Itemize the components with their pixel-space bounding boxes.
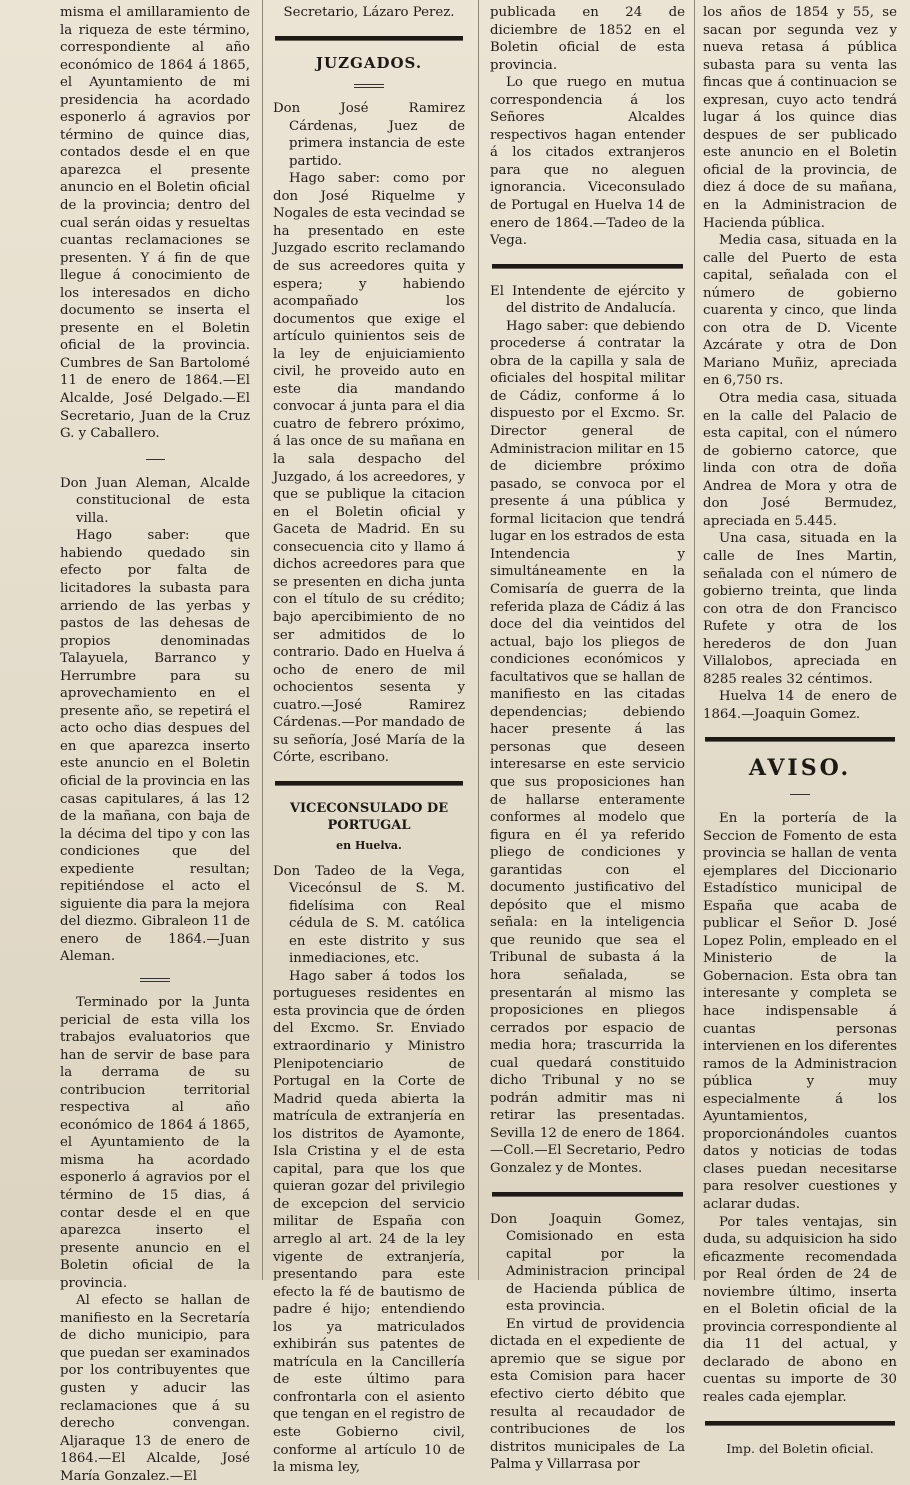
notice-cumbres: misma el amillaramiento de la riqueza de este término, correspondiente al año económico de 1864 á 1865, el Ayuntamiento de mi presidencia ha acordado esponerlo á agravios por término de quince dias, contados desde el en que aparezca el presente anuncio en el Boletin oficial de la provincia; dentro del cual serán oidas y resueltas cuantas reclamaciones se presenten. Y á fin de que llegue á conocimiento de los interesados en dicho documento se inserta el presente en el Boletin oficial de la provincia. Cumbres de San Bartolomé 11 de enero de 1864.—El Alcalde, José Delgado.—El Secretario, Juan de la Cruz G. y Caballero. [60,5,250,442]
section-rule [492,264,683,269]
section-rule [275,781,463,786]
separator [273,82,465,90]
viceconsulado-body: Hago saber á todos los portugueses residentes en esta provincia que de órden del Excmo. Sr. Enviado extraordinario y Ministro Plenipotenciario de Portugal en la Corte de Madrid queda abierta la matrícula de extranjería en los distritos de Ayamonte, Isla Cristina y el de esta capital, para que los que quieran gozar del privilegio de excepcion del servicio militar de España con arreglo al art. 24 de la ley vigente de extranjería, presentando para este efecto la fé de bautismo de padre é hijo; entendiendo los ya matriculados exhibirán sus patentes de matrícula en la Cancillería de este último para confrontarla con el asiento que tengan en el registro de este Gobierno civil, conforme al artículo 10 de la misma ley, [273,968,465,1476]
finca-puerto: Media casa, situada en la calle del Puerto de esta capital, señalada con el número de gobierno cuarenta y cinco, que linda con otra de D. Vicente Azcárate y otra de Don Mariano Muñiz, apreciada en 6,750 rs. [703,233,897,389]
finca-ines-martin: Una casa, situada en la calle de Ines Martin, señalada con el número de gobierno treinta, que linda con otra de don Francisco Rufete y otra de los herederos de don Juan Villalobos, apreciada en 8285 reales 32 céntimos. [703,531,897,687]
notice-aleman-body: Hago saber: que habiendo quedado sin efecto por falta de licitadores la subasta para arriendo de las yerbas y pastos de las dehesas de propios denominadas Talayuela, Barranco y Herrumbre para su aprovechamiento en el presente año, se repetirá el acto ocho dias despues del en que aparezca inserto este anuncio en el Boletin oficial de la provincia en las casas capitulares, á las 12 de la mañana, con baja de la décima del tipo y con las condiciones que del expediente resultan; repitiéndose el acto el siguiente dia para la mejora del diezmo. Gibraleon 11 de enero de 1864.—Juan Aleman. [60,528,250,965]
intendente-body: Hago saber: que debiendo procederse á contratar la obra de la capilla y sala de oficiales del hospital militar de Cádiz, conforme á lo dispuesto por el Excmo. Sr. Director general de Administracion militar en 15 de diciembre próximo pasado, se convoca por el presente á una pública y formal licitacion que tendrá lugar en los estrados de esta Intendencia y simultáneamente en la Comisaría de guerra de la referida plaza de Cádiz á las doce del dia veintidos del actual, bajo los pliegos de condiciones económicos y facultativos que se hallan de manifiesto en las citadas dependencias; debiendo hacer presente á las personas que deseen interesarse en este servicio que sus proposiciones han de hallarse enteramente conformes al modelo que figura en él ya referido pliego de condiciones y garantidas con el documento justificativo del depósito que el mismo señala: en la inteligencia que reunido que sea el Tribunal de subasta á la hora señalada, se presentarán al mismo las proposiciones en pliegos cerrados por espacio de media hora; trascurrida la cual quedará constituido dicho Tribunal y no se podrán admitir mas ni retirar las presentadas. Sevilla 12 de enero de 1864.—Coll.—El Secretario, Pedro Gonzalez y de Montes. [490,318,685,1176]
juzgados-body: Hago saber: como por don José Riquelme y Nogales de esta vecindad se ha presentado en este Juzgado escrito reclamando de sus acreedores quita y espera; y habiendo acompañado los documentos que exige el artículo quinientos seis de la ley de enjuiciamiento civil, he proveido auto en este dia mandando convocar á junta para el dia cuatro de febrero próximo, á las once de su mañana en la sala despacho del Juzgado, á los acreedores, y que se publique la citacion en el Boletin oficial y Gaceta de Madrid. En su consecuencia cito y llamo á dichos acreedores para que se presenten en dicha junta con el título de su crédito; bajo apercibimiento de no ser admitidos de lo contrario. Dado en Huelva á ocho de enero de mil ochocientos sesenta y cuatro.—José Ramirez Cárdenas.—Por mandado de su señoría, José María de la Córte, escribano. [273,171,465,766]
viceconsulado-heading: VICECONSULADO DE PORTUGAL [289,800,449,834]
gomez-body: En virtud de providencia dictada en el expediente de apremio que se sigue por esta Comision para hacer efectivo cierto débito que resulta al recaudador de contribuciones de los distritos municipales de La Palma y Villarrasa por [490,1316,685,1473]
section-rule [275,36,463,41]
separator [703,790,897,798]
viceconsulado-closing: Lo que ruego en mutua correspondencia á los Señores Alcaldes respectivos hagan entender á los citados extranjeros para que no aleguen ignorancia. Viceconsulado de Portugal en Huelva 14 de enero de 1864.—Tadeo de la Vega. [490,75,685,249]
column-2 [273,4,465,1476]
separator [60,976,250,984]
subasta-signature: Huelva 14 de enero de 1864.—Joaquin Gomez. [703,689,897,722]
section-rule [705,737,895,742]
imprint: Imp. del Boletin oficial. [726,1440,874,1456]
subasta-intro: los años de 1854 y 55, se sacan por segunda vez y nueva retasa á pública subasta para su venta las fincas que á continuacion se expresan, cuyo acto tendrá lugar á los quince dias despues de ser publicado este anuncio en el Boletin oficial de la provincia, de diez á doce de su mañana, en la Administracion de Hacienda pública. [703,5,897,231]
notice-aleman-lead: Don Juan Aleman, Alcalde constitucional de esta villa. [60,475,250,526]
aviso-body-2: Por tales ventajas, sin duda, su adquisicion ha sido eficazmente recomendada por Real órden de 24 de noviembre último, inserta en el Boletin oficial de la provincia correspondiente al dia 11 del actual, y declarado de abono en cuentas su importe de 30 reales cada ejemplar. [703,1214,897,1406]
column-4 [703,4,897,1456]
section-rule [705,1421,895,1426]
column-rule [478,0,479,1280]
notice-aljaraque-p2: Al efecto se hallan de manifiesto en la Secretaría de dicho municipio, para que puedan ser examinados por los contribuyentes que gusten y aducir las reclamaciones que á su derecho convengan. Aljaraque 13 de enero de 1864.—El Alcalde, José María Gonzalez.—El [60,1293,250,1484]
intendente-lead: El Intendente de ejército y del distrito de Andalucía. [490,283,685,317]
juzgados-heading: JUZGADOS. [315,53,423,72]
viceconsulado-subheading: en Huelva. [336,838,402,852]
aviso-heading: AVISO. [748,755,852,782]
section-rule [492,1192,683,1197]
column-rule [262,0,263,1280]
aviso-body-1: En la portería de la Seccion de Fomento de esta provincia se hallan de venta ejemplares del Diccionario Estadístico municipal de España que acaba de publicar el Señor D. José Lopez Polin, empleado en el Ministerio de la Gobernacion. Esta obra tan interesante y completa se hace indispensable á cuantas personas intervienen en los diferentes ramos de la Administracion pública y muy especialmente á los Ayuntamientos, proporcionándoles cuantos datos y noticias de todas clases puedan necesitarse para resolver cuestiones y aclarar dudas. [703,810,897,1212]
column-1 [60,4,250,1484]
viceconsulado-lead: Don Tadeo de la Vega, Vicecónsul de S. M. fidelísima con Real cédula de S. M. católica en este distrito y sus inmediaciones, etc. [273,863,465,967]
viceconsulado-continued: publicada en 24 de diciembre de 1852 en el Boletin oficial de esta provincia. [490,5,685,73]
notice-aljaraque-p1: Terminado por la Junta pericial de esta villa los trabajos evaluatorios que han de servir de base para la derrama de su contribucion territorial respectiva al año económico de 1864 á 1865, el Ayuntamiento de la misma ha acordado esponerlo á agravios por el término de 15 dias, á contar desde el en que aparezca inserto el presente anuncio en el Boletin oficial de la provincia. [60,994,250,1291]
finca-palacio: Otra media casa, situada en la calle del Palacio de esta capital, con el número de gobierno catorce, que linda con otra de doña Andrea de Mora y otra de don José Bermudez, apreciada en 5.445. [703,391,897,529]
separator [60,455,250,463]
column-3 [490,4,685,1473]
secretario-line: Secretario, Lázaro Perez. [283,5,455,20]
gomez-lead: Don Joaquin Gomez, Comisionado en esta capital por la Administracion principal de Hacienda pública de esta provincia. [490,1211,685,1315]
juzgados-lead: Don José Ramirez Cárdenas, Juez de primera instancia de este partido. [273,101,465,169]
column-rule [694,0,695,1280]
